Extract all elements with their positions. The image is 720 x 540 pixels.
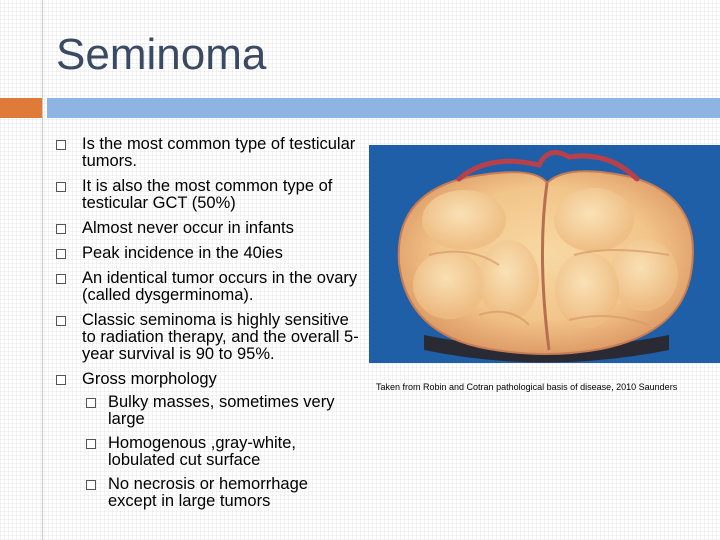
square-bullet-icon (56, 224, 66, 234)
accent-bar-orange (0, 98, 42, 118)
bullet-item (56, 178, 360, 212)
image-caption: Taken from Robin and Cotran pathological basis of disease, 2010 Saunders (376, 382, 678, 392)
bullet-list (56, 136, 360, 510)
bullet-text: Is the most common type of testicular tumors. (82, 135, 356, 170)
bullet-item (56, 371, 360, 510)
sub-bullet-text: Homogenous ,gray-white, lobulated cut surface (108, 434, 297, 469)
tumor-specimen-image (369, 145, 720, 363)
bullet-text: Almost never occur in infants (82, 219, 294, 237)
square-bullet-icon (56, 375, 66, 385)
sub-bullet-item (82, 394, 360, 428)
square-bullet-icon (56, 140, 66, 150)
bullet-text: Gross morphology (82, 370, 217, 388)
sub-bullet-text: No necrosis or hemorrhage except in large tumors (108, 475, 308, 510)
accent-bar-blue (47, 98, 720, 118)
bullet-text: It is also the most common type of testicular GCT (50%) (82, 177, 333, 212)
square-bullet-icon (86, 480, 96, 490)
square-bullet-icon (56, 249, 66, 259)
sub-bullet-item (82, 476, 360, 510)
sub-bullet-item (82, 435, 360, 469)
bullet-item (56, 270, 360, 304)
square-bullet-icon (56, 182, 66, 192)
square-bullet-icon (56, 274, 66, 284)
bullet-item (56, 220, 360, 237)
specimen-photo (369, 145, 720, 363)
sub-bullet-list (82, 394, 360, 510)
bullet-item (56, 312, 360, 363)
sub-bullet-text: Bulky masses, sometimes very large (108, 393, 335, 428)
square-bullet-icon (86, 439, 96, 449)
bullet-item (56, 245, 360, 262)
bullet-text: Peak incidence in the 40ies (82, 244, 283, 262)
square-bullet-icon (86, 398, 96, 408)
slide-title: Seminoma (56, 30, 267, 79)
bullet-item (56, 136, 360, 170)
bullet-text: Classic seminoma is highly sensitive to radiation therapy, and the overall 5-year survival is 90 to 95%. (82, 311, 359, 363)
square-bullet-icon (56, 316, 66, 326)
title-area (0, 0, 720, 98)
bullet-text: An identical tumor occurs in the ovary (called dysgerminoma). (82, 269, 358, 304)
